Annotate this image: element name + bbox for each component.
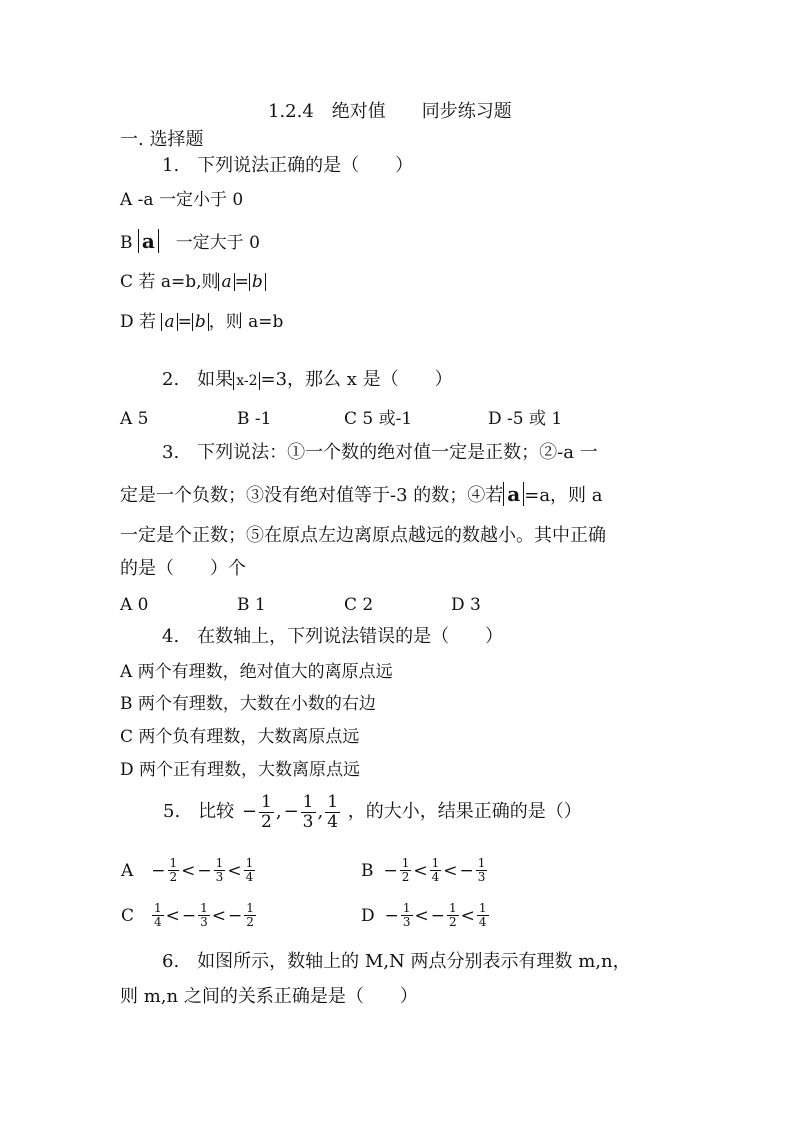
- question-2-stem: [162, 370, 453, 390]
- fraction-one-quarter: $\frac{1}{4}$: [154, 901, 162, 929]
- option-d-text: ，则 a=b: [208, 312, 284, 332]
- question-3-option: A 0: [120, 595, 149, 615]
- question-5-option-a: A − $\frac{1}{2}$ < − $\frac{1}{3}$ < $\frac{1}{4}$: [121, 856, 254, 884]
- option-b-text: 一定大于 0: [175, 233, 260, 253]
- question-3-line: 一定是个正数；⑤在原点左边离原点越远的数越小。其中正确: [120, 525, 606, 546]
- question-3-text: =a，则 a: [524, 485, 603, 506]
- fraction-one-third: $\frac{1}{3}$: [477, 856, 486, 884]
- question-3-option: C 2: [344, 595, 374, 615]
- question-4-option: D 两个正有理数，大数离原点远: [120, 760, 361, 780]
- question-3-line: 3. 下列说法：①一个数的绝对值一定是正数；②-a 一: [162, 442, 598, 463]
- question-3-line: 的是（ ）个: [120, 558, 246, 579]
- question-3-option: B 1: [237, 595, 266, 615]
- equals-sign: =: [234, 272, 249, 292]
- question-1-option-c: [120, 272, 266, 292]
- question-5-option-c: C $\frac{1}{4}$ < − $\frac{1}{3}$ < − $\frac{1}{2}$: [121, 901, 254, 929]
- abs-b: b: [192, 313, 209, 331]
- question-2-pre: 2. 如果: [162, 369, 234, 390]
- question-2-post: =3，那么 x 是（ ）: [260, 369, 453, 390]
- fraction-one-half: $\frac{1}{2}$: [246, 901, 254, 929]
- question-4-option: C 两个负有理数，大数离原点远: [120, 727, 360, 747]
- fraction-one-third: $\frac{1}{3}$: [402, 901, 411, 929]
- question-6-line: 则 m,n 之间的关系正确是是（ ）: [120, 986, 418, 1007]
- fraction-one-third: $\frac{1}{3}$: [302, 791, 314, 832]
- fraction-one-half: $\frac{1}{2}$: [401, 856, 410, 884]
- fraction-one-quarter: $\frac{1}{4}$: [478, 901, 487, 929]
- fraction-one-third: $\frac{1}{3}$: [215, 856, 224, 884]
- question-1-stem: 1. 下列说法正确的是（ ）: [162, 155, 414, 176]
- option-b-label: B: [120, 233, 138, 253]
- fraction-one-half: $\frac{1}{2}$: [261, 791, 272, 832]
- abs-a: a: [161, 313, 177, 331]
- abs-x-minus-2: x-2: [233, 372, 260, 390]
- question-1-option-d: [120, 312, 283, 332]
- abs-a: a: [503, 482, 524, 506]
- abs-a: a: [138, 229, 159, 253]
- minus-sign: −: [241, 801, 258, 822]
- equals-sign: =: [177, 312, 192, 332]
- question-4-stem: 4. 在数轴上，下列说法错误的是（ ）: [162, 626, 504, 647]
- question-5-post: ，的大小，结果正确的是（）: [347, 801, 582, 822]
- fraction-one-third: $\frac{1}{3}$: [200, 901, 208, 929]
- option-d-label: D 若: [120, 312, 162, 332]
- option-c-text: C 若 a=b,则: [120, 272, 219, 292]
- question-5-option-d: D − $\frac{1}{3}$ < − $\frac{1}{2}$ < $\frac{1}{4}$: [361, 901, 487, 929]
- question-5-option-b: B − $\frac{1}{2}$ < $\frac{1}{4}$ < − $\frac{1}{3}$: [361, 856, 486, 884]
- question-2-option: A 5: [120, 409, 149, 429]
- comma: ,: [275, 801, 282, 822]
- question-3-text: 定是一个负数；③没有绝对值等于-3 的数；④若: [120, 485, 504, 506]
- question-2-option: B -1: [237, 409, 272, 429]
- abs-b: b: [249, 273, 266, 291]
- question-3-line: [120, 482, 603, 506]
- fraction-one-quarter: $\frac{1}{4}$: [431, 856, 440, 884]
- question-4-option: A 两个有理数，绝对值大的离原点远: [120, 662, 393, 682]
- question-6-line: 6. 如图所示，数轴上的 M,N 两点分别表示有理数 m,n，: [162, 951, 631, 972]
- question-1-option-b: [120, 229, 260, 253]
- question-3-option: D 3: [451, 595, 481, 615]
- fraction-one-half: $\frac{1}{2}$: [449, 901, 457, 929]
- fraction-one-half: $\frac{1}{2}$: [169, 856, 178, 884]
- question-1-option-a: A -a 一定小于 0: [120, 190, 244, 210]
- page-title: 1.2.4 绝对值 同步练习题: [268, 101, 512, 122]
- question-4-option: B 两个有理数，大数在小数的右边: [120, 694, 376, 714]
- minus-sign: −: [283, 801, 299, 822]
- comma: ,: [317, 801, 324, 822]
- fraction-one-quarter: $\frac{1}{4}$: [327, 791, 339, 832]
- abs-a: a: [218, 273, 234, 291]
- question-5-pre: 5. 比较: [163, 801, 235, 822]
- fraction-one-quarter: $\frac{1}{4}$: [245, 856, 254, 884]
- section-heading: 一. 选择题: [120, 129, 204, 150]
- question-5-stem: [162, 791, 583, 835]
- question-2-option: D -5 或 1: [488, 409, 563, 429]
- question-2-option: C 5 或-1: [344, 409, 413, 429]
